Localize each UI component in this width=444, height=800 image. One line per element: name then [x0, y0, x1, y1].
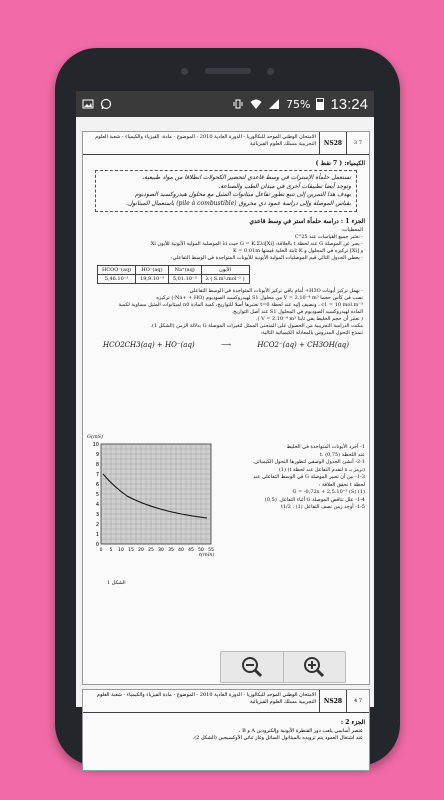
x-tick-label: 5 — [109, 548, 113, 553]
part1-title: الجزء 1 : دراسة حلمأة استر في وسط قاعدي — [249, 218, 365, 225]
header-text: الامتحان الوطني الموحد للبكالوريا - الدورة العادية 2010 - الموضوع - مادة الفيزياء والكيمياء - شعبة العلوم التجريبية مسلك العلوم الفيزيائية — [96, 692, 316, 705]
exam-code: NS28 — [319, 690, 346, 712]
phone-screen — [76, 91, 374, 741]
table-cell: λ ( S.m².mol⁻¹ ) — [201, 275, 249, 284]
equation-arrow: ⟶ — [220, 341, 232, 349]
intro-line: وتوجد أيضا تطبيقات أخرى في ميدان الطب والصناعة. — [218, 182, 351, 190]
x-tick-label: 25 — [148, 548, 154, 553]
x-tick-label: 30 — [158, 548, 164, 553]
question-line: G = -0,72x + 2,5.10⁻³ (S) (1) — [292, 489, 365, 495]
y-tick-label: 7 — [95, 472, 99, 478]
intro-line: تستعمل حلمأة الإسترات في وسط قاعدي لتحضير الكحولات انطلاقا من مواد طبيعية، — [142, 174, 351, 181]
table-header: الأيون — [201, 266, 249, 275]
x-tick-label: 15 — [128, 548, 134, 553]
clock: 13:24 — [330, 95, 368, 113]
y-tick-label: 3 — [95, 512, 99, 518]
table-cell: 19,9.10⁻³ — [136, 275, 169, 284]
text-line: - يعبر عن الموصلة G عند لحظة t بالعلاقة: G = K.Σλi[Xi] حيث λi الموصلية المولية الأيونية للأيون Xi — [150, 241, 363, 247]
graph-caption: الشكل 1 — [107, 580, 126, 586]
whatsapp-icon — [100, 98, 112, 110]
question-line: 1-4- علل تناقص الموصلة G أثناء التفاعل. (0,5) — [264, 496, 365, 503]
page-number: 4 7 — [346, 690, 369, 712]
x-tick-label: 45 — [188, 548, 194, 553]
x-tick-label: 55 — [208, 548, 214, 553]
status-bar — [76, 91, 374, 117]
document-page-3[interactable] — [82, 131, 370, 685]
zoom-in-button[interactable] — [283, 652, 346, 682]
x-tick-label: 10 — [118, 548, 124, 553]
text-line: و [Xi] تركيزه في المحلول و K ثابتة الخلية قيمتها K = 0,01m — [232, 248, 363, 254]
question-line: 2-1- أنشئ الجدول الوصفي لتطورها التحول الكيميائي. — [252, 459, 365, 465]
text-line: مكنت الدراسة التجريبية من الحصول على المنحنى الممثل لتغيرات الموصلة G بدلالة الزمن (الشكل 1). — [150, 323, 363, 329]
text-line: - نهمل تركيز أيونات H3O+ أمام باقي تركيز الأيونات المتواجدة في الوسط التفاعلي. — [187, 288, 363, 294]
text-line: المعطيات: — [341, 227, 363, 233]
header-text: الامتحان الوطني الموحد للبكالوريا - الدورة العادية 2010 - الموضوع - مادة: الفيزياء والكيمياء - شعبة العلوم التجريبية مسلك العلوم الفيزيائية — [95, 134, 316, 147]
x-tick-label: 40 — [178, 548, 184, 553]
intro-line: بقياس الموصلة وإلى دراسة عمود ذي محروق (pile à combustible) باستعمال الميثانول. — [126, 199, 351, 207]
text-line: المادة لهيدروكسيد الصوديوم في المحلول S1 عند أصل التواريخ. — [231, 309, 363, 315]
chemical-equation — [103, 341, 349, 349]
front-camera — [181, 68, 188, 75]
signal-icon — [268, 98, 280, 110]
table-cell: 5,46.10⁻³ — [98, 275, 136, 284]
intro-box — [95, 170, 357, 212]
text-line: c1 = 10 mol.m⁻³ ، ونضيف إليه عند لحظة t=0 نعتبرها أصلا للتواريخ، كمية المادة n0 لميثانوات المثيل مساوية لكمية — [118, 302, 363, 308]
text-line: نصب في كأس حجما V = 2.10⁻⁴ m³ من محلول S1 لهيدروكسيد الصوديوم (Na+ + HO-) تركيزه — [156, 295, 363, 301]
wifi-icon — [250, 98, 262, 110]
question-line: 1- أجرد الأيونات المتواجدة في الخليط — [286, 444, 365, 450]
x-tick-label: 0 — [99, 548, 103, 553]
exam-code: NS28 — [319, 132, 346, 154]
table-header: HO⁻(aq) — [136, 266, 169, 275]
question-line: 1-3- بين أن تعبير الموصلة G في الوسط التفاعلي عند — [253, 474, 365, 480]
y-tick-label: 9 — [95, 452, 99, 458]
speaker-grille — [205, 68, 251, 74]
y-tick-label: 10 — [92, 442, 99, 448]
y-tick-label: 8 — [95, 462, 99, 468]
intro-line: يهدف هذا التمرين إلى تتبع تطور تفاعل ميثانوات المثيل مع محلول هيدروكسيد الصوديوم — [134, 191, 351, 198]
graph-x-label: t(min) — [199, 552, 215, 558]
battery-percent: 75% — [286, 97, 311, 111]
section-title: الكيمياء: ( 7 نقط ) — [315, 160, 365, 167]
text-line: عند اشتغال العمود يتم تزويده بالميثانول السائل وغاز ثنائي الأوكسيجين (الشكل 2). — [192, 735, 363, 741]
graph-y-label: G(mS) — [87, 434, 104, 440]
text-line: ( نعتبر أن حجم الخليط بقي ثابتا V = 2.10⁻⁴ m³ ). — [255, 316, 363, 322]
questions-block — [215, 444, 365, 512]
zoom-out-button[interactable] — [221, 652, 283, 682]
y-tick-label: 2 — [95, 522, 99, 528]
page-header — [83, 132, 369, 155]
x-tick-label: 35 — [168, 548, 174, 553]
x-tick-label: 50 — [198, 548, 204, 553]
page-header — [83, 690, 369, 713]
photo-icon — [82, 98, 94, 110]
question-line: لحظة t تحقق العلاقة : — [318, 481, 365, 488]
battery-icon — [316, 98, 324, 110]
y-tick-label: 1 — [95, 532, 99, 538]
text-line: - يعطي الجدول التالي قيم الموصليات المولية الأيونية للأيونات المتواجدة في الوسط التفاعلي: — [170, 255, 363, 261]
zoom-out-icon — [241, 656, 263, 678]
graph-svg — [87, 434, 217, 576]
y-tick-label: 6 — [95, 482, 99, 488]
zoom-controls — [220, 651, 346, 683]
proximity-sensor — [267, 68, 274, 75]
conductance-graph — [87, 434, 217, 586]
table-cell: 5,01.10⁻³ — [168, 275, 201, 284]
y-tick-label: 5 — [95, 492, 99, 498]
question-line: (نرمز بـ x لتقدم التفاعل عند لحظة t) (1) — [278, 466, 365, 473]
vibrate-icon — [232, 98, 244, 110]
text-line: ننمذج التحول المدروس بالمعادلة الكيميائية التالية: — [260, 330, 363, 336]
equation-products: HCO2⁻(aq) + CH3OH(aq) — [257, 341, 349, 349]
document-page-4[interactable] — [82, 689, 370, 771]
zoom-in-icon — [303, 656, 325, 678]
question-line: 1-5- أوجد زمن نصف التفاعل t1/2 . (1) — [280, 504, 365, 510]
part2-title: الجزء 2 : — [340, 719, 365, 726]
x-tick-label: 20 — [138, 548, 144, 553]
table-header: HCOO⁻(aq) — [98, 266, 136, 275]
y-tick-label: 0 — [95, 542, 99, 548]
table-header: Na⁺(aq) — [168, 266, 201, 275]
question-line: عند اللحظة t. (0,75) — [319, 451, 365, 458]
text-line: عنصر أساسي يلعب دور القنطرة الأيونية وإلكترودين A و B ، — [238, 728, 363, 734]
conductivity-table — [97, 265, 250, 284]
y-tick-label: 4 — [95, 502, 99, 508]
text-line: - نعتبر جميع القياسات عند 25°C — [294, 234, 363, 240]
equation-reactants: HCO2CH3(aq) + HO⁻(aq) — [103, 341, 195, 349]
page-number: 3 7 — [346, 132, 369, 154]
